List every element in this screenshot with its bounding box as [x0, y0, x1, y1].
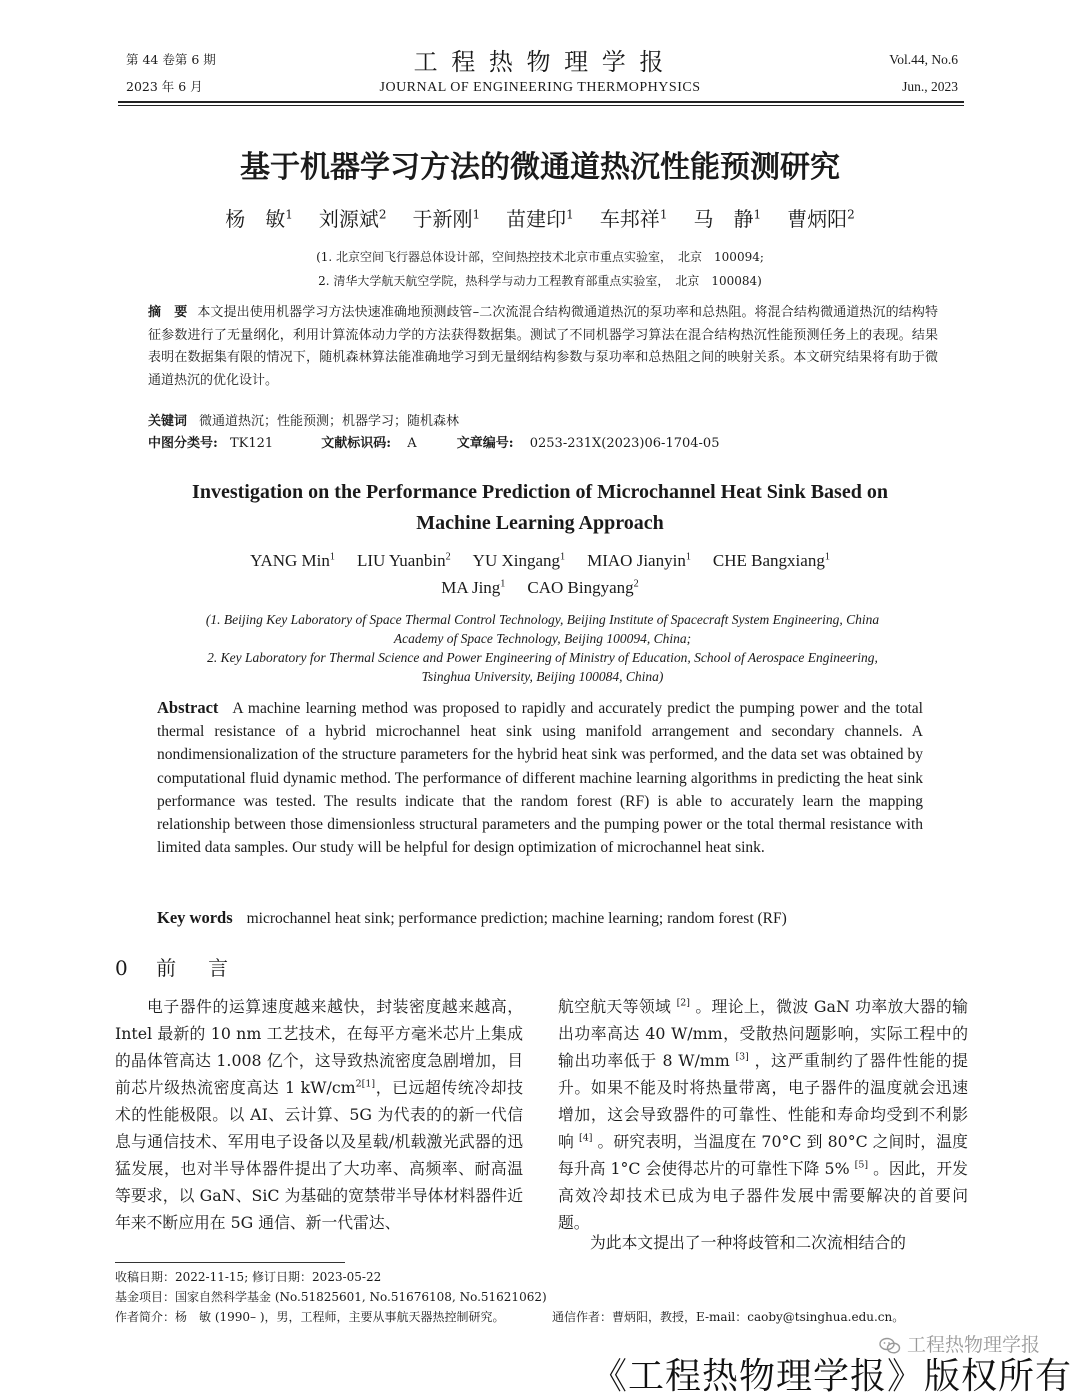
affiliation-en-line-1: (1. Beijing Key Laboratory of Space Thermal Control Technology, Beijing Institute of Spacecraft System Engineering, China — [205, 612, 880, 627]
author-name — [473, 551, 565, 570]
journal-title-cn: 工 程 热 物 理 学 报 — [413, 48, 667, 76]
author-name-text: MIAO Jianyin — [587, 551, 686, 570]
section-title: 前 言 — [156, 956, 235, 980]
citation-5: [5] — [854, 1159, 869, 1171]
author-affiliation-mark: 2 — [847, 207, 855, 222]
body-right-text-2: 。理论上，微波 GaN 功率放大器的输出功率高达 40 W/mm，受散热问题影响，实际工程中的输出功率低于 8 W/mm — [558, 997, 968, 1070]
footnote-corresponding: 通信作者：曹炳阳，教授，E-mail：caoby@tsinghua.edu.cn。 — [552, 1310, 905, 1324]
clc-value: TK121 — [229, 436, 274, 451]
author-name — [413, 207, 481, 231]
footnote-rule — [115, 1262, 345, 1263]
watermark-text: 工程热物理学报 — [906, 1334, 1040, 1356]
author-affiliation-mark: 1 — [285, 207, 293, 222]
author-affiliation-mark: 1 — [659, 207, 668, 222]
author-name-text: CAO Bingyang — [527, 578, 634, 597]
clc-label: 中图分类号: — [148, 436, 218, 451]
abstract-cn-label: 摘 要 — [148, 305, 188, 320]
volume-issue-cn: 第 44 卷第 6 期 — [126, 52, 216, 67]
author-name-text: LIU Yuanbin — [356, 551, 446, 570]
author-name — [527, 578, 638, 597]
keywords-en-label: Key words — [157, 908, 233, 927]
author-list-cn — [0, 203, 1080, 232]
volume-issue-en: Vol.44, No.6 — [889, 52, 958, 67]
body-left-text-a: 电子器件的运算速度越来越快，封装密度越来越高，Intel 最新的 10 nm 工艺技术，在每平方毫米芯片上集成的晶体管高达 1.008 亿个，这导致热流密度急剧增加，目前芯片级热流密度高达 1 kW/cm — [115, 997, 523, 1097]
author-name-text: 车邦祥 — [599, 207, 660, 231]
author-name-text: 马 静 — [693, 207, 754, 231]
keywords-cn — [148, 410, 459, 429]
superscript-citation: 2[1] — [355, 1078, 376, 1090]
abstract-en-label: Abstract — [157, 698, 219, 717]
author-name — [587, 551, 691, 570]
article-no-value: 0253-231X(2023)06-1704-05 — [529, 436, 720, 451]
footnote-fund: 基金项目：国家自然科学基金 (No.51825601, No.51676108, No.51621062) — [115, 1290, 547, 1304]
author-name — [441, 578, 505, 597]
keywords-cn-text: 微通道热沉；性能预测；机器学习；随机森林 — [199, 414, 460, 429]
body-right-text-1: 航空航天等领域 — [558, 997, 672, 1016]
author-name-text: YU Xingang — [472, 551, 561, 570]
affiliation-en-line-2: Academy of Space Technology, Beijing 100094, China; — [393, 631, 692, 646]
body-left-text-b: ，已远超传统冷却技术的性能极限。以 AI、云计算、5G 为代表的的新一代信息与通信技术、军用电子设备以及星载/机载激光武器的迅猛发展，也对半导体器件提出了大功率、高频率、耐高温等要求，以 GaN、SiC 为基础的宽禁带半导体材料器件近年来不断应用在 5G 通信、新一代雷达、 — [115, 1078, 523, 1232]
affiliation-en-line-3: 2. Key Laboratory for Thermal Science and Power Engineering of Ministry of Education, School of Aerospace Engineering, — [207, 650, 878, 665]
copyright-notice: 《工程热物理学报》版权所有 — [590, 1356, 1072, 1397]
citation-4: [4] — [579, 1132, 593, 1144]
author-name — [600, 207, 668, 231]
author-name-text: 曹炳阳 — [787, 207, 848, 231]
author-affiliation-mark: 1 — [566, 207, 574, 222]
abstract-en — [157, 696, 923, 859]
author-name — [250, 551, 335, 570]
abstract-cn-text: 本文提出使用机器学习方法快速准确地预测歧管–二次流混合结构微通道热沉的泵功率和总热阻。将混合结构微通道热沉的结构特征参数进行了无量纲化，利用计算流体动力学的方法获得数据集。测试了不同机器学习算法在混合结构热沉性能预测任务上的表现。结果表明在数据集有限的情况下，随机森林算法能准确地学习到无量纲结构参数与泵功率和总热阻之间的映射关系。本文研究结果将有助于微通道热沉的优化设计。 — [148, 305, 938, 388]
author-affiliation-mark: 1 — [685, 551, 691, 563]
author-affiliation-mark: 1 — [329, 551, 335, 563]
keywords-cn-label: 关键词 — [148, 414, 188, 429]
section-heading — [115, 952, 234, 981]
author-name-text: CHE Bangxiang — [712, 551, 825, 570]
author-name-text: 杨 敏 — [225, 207, 286, 231]
author-affiliation-mark: 1 — [560, 551, 566, 563]
author-name — [319, 207, 387, 231]
author-name — [357, 551, 451, 570]
doc-code-label: 文献标识码: — [321, 436, 392, 451]
paper-title-en-line-2: Machine Learning Approach — [416, 512, 664, 534]
header-rule-thick — [118, 101, 964, 103]
body-paragraph-right-2: 为此本文提出了一种将歧管和二次流相结合的 — [590, 1233, 906, 1252]
affiliations-en — [130, 610, 955, 686]
classification-line — [148, 432, 719, 451]
body-paragraph-right — [558, 993, 968, 1236]
author-affiliation-mark: 2 — [445, 551, 451, 563]
article-no-label: 文章编号: — [456, 436, 514, 451]
body-right-text-3: ，这严重制约了器件性能的提升。如果不能及时将热量带离，电子器件的温度就会迅速增加，这会导致器件的可靠性、性能和寿命均受到不利影响 — [558, 1051, 968, 1151]
abstract-cn — [148, 302, 938, 392]
body-right-text-4: 。研究表明，当温度在 70°C 到 80°C 之间时，温度每升高 1°C 会使得芯片的可靠性下降 5% — [558, 1132, 968, 1178]
author-name — [225, 207, 293, 231]
author-name — [787, 207, 855, 231]
paper-title-en — [100, 477, 980, 539]
author-affiliation-mark: 2 — [633, 578, 639, 590]
doc-code-value: A — [407, 436, 417, 451]
author-affiliation-mark: 1 — [824, 551, 830, 563]
author-affiliation-mark: 1 — [753, 207, 762, 222]
body-right-text-5: 。因此，开发高效冷却技术已成为电子器件发展中需要解决的首要问题。 — [558, 1159, 968, 1232]
affiliation-cn-1: (1. 北京空间飞行器总体设计部，空间热控技术北京市重点实验室， 北京 100094; — [316, 250, 764, 264]
author-list-en-line-2 — [100, 574, 980, 601]
author-name-text: MA Jing — [441, 578, 501, 597]
journal-title-en: JOURNAL OF ENGINEERING THERMOPHYSICS — [379, 80, 701, 95]
citation-3: [3] — [735, 1051, 749, 1063]
header-rule-thin — [118, 105, 964, 106]
citation-2: [2] — [676, 997, 690, 1009]
author-name-text: 刘源斌 — [318, 207, 379, 231]
body-paragraph-left — [115, 993, 523, 1236]
author-affiliation-mark: 1 — [472, 207, 481, 222]
author-name — [506, 207, 574, 231]
author-name — [713, 551, 830, 570]
footnote-author: 作者简介：杨 敏 (1990– )，男，工程师，主要从事航天器热控制研究。 — [115, 1310, 505, 1324]
date-en: Jun., 2023 — [902, 79, 958, 94]
author-list-en-line-1 — [100, 547, 980, 574]
footnote-received: 收稿日期：2022-11-15; 修订日期：2023-05-22 — [115, 1270, 382, 1284]
section-number: 0 — [115, 956, 134, 980]
author-affiliation-mark: 2 — [378, 207, 387, 222]
author-name — [693, 207, 761, 231]
abstract-en-text: A machine learning method was proposed to rapidly and accurately predict the pumping power and the total thermal resistance of a hybrid microchannel heat sink using manifold arrangement and secondary channels. A nondimensionalization of the structure parameters for the hybrid heat sink was performed, and the data set was obtained by computational fluid dynamic method. The performance of different machine learning algorithms in predicting the heat sink performance was tested. The results indicate that the random forest (RF) is able to accurately learn the mapping relationship between those dimensionless structural parameters and the pumping power or the total thermal resistance with limited data samples. Our study will be helpful for design optimization of microchannel heat sink. — [157, 700, 923, 857]
date-cn: 2023 年 6 月 — [126, 79, 203, 94]
paper-title-cn: 基于机器学习方法的微通道热沉性能预测研究 — [240, 150, 840, 185]
paper-title-en-line-1: Investigation on the Performance Prediction of Microchannel Heat Sink Based on — [192, 481, 888, 503]
keywords-en-text: microchannel heat sink; performance prediction; machine learning; random forest (RF) — [246, 910, 787, 927]
author-affiliation-mark: 1 — [500, 578, 506, 590]
affiliation-cn-2: 2. 清华大学航天航空学院，热科学与动力工程教育部重点实验室， 北京 100084) — [318, 274, 762, 288]
author-name-text: 于新刚 — [412, 207, 473, 231]
author-name-text: 苗建印 — [506, 207, 567, 231]
author-name-text: YANG Min — [250, 551, 330, 570]
keywords-en — [157, 906, 923, 930]
affiliation-en-line-4: Tsinghua University, Beijing 100084, China) — [421, 669, 664, 684]
